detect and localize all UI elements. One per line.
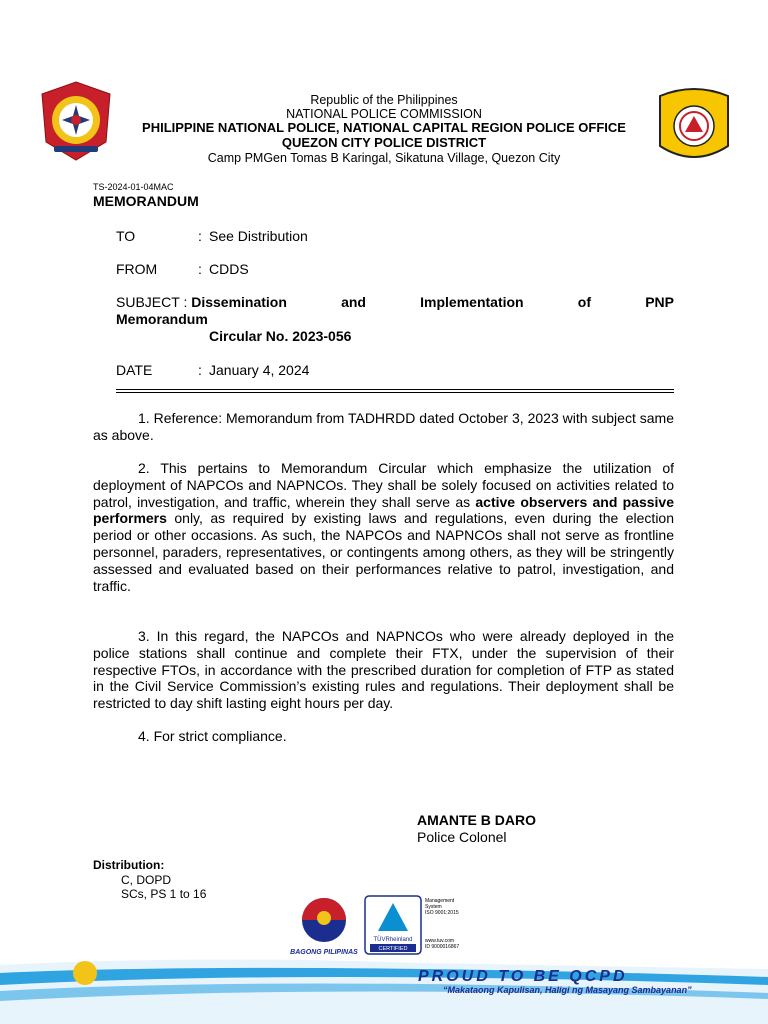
tuv-info-2: System	[425, 904, 442, 910]
tuv-info-3: ISO 9001:2015	[425, 910, 459, 916]
header-republic: Republic of the Philippines	[310, 93, 458, 107]
from-label: FROM	[116, 261, 158, 277]
paragraph-4-text: 4. For strict compliance.	[138, 728, 287, 744]
header-napolcom: NATIONAL POLICE COMMISSION	[286, 107, 482, 121]
distribution-item: C, DOPD	[121, 873, 172, 887]
subject-word-4: of	[577, 294, 592, 310]
separator-rule-bottom	[116, 392, 674, 393]
subject-word-2: and	[341, 294, 366, 310]
paragraph-1-text: 1. Reference: Memorandum from TADHRDD dated October 3, 2023 with subject same as above.	[93, 410, 674, 443]
to-label: TO	[116, 228, 136, 244]
subject-word-1: Dissemination	[191, 294, 287, 310]
subject-word-5: PNP	[645, 294, 674, 310]
paragraph-1	[93, 410, 674, 444]
subject-label-group	[116, 294, 287, 311]
memorandum-title: MEMORANDUM	[93, 193, 199, 209]
to-value: See Distribution	[209, 228, 308, 244]
bagong-pilipinas-label: BAGONG PILIPINAS	[290, 949, 358, 956]
tuv-id: ID 9000016867	[425, 944, 460, 950]
subject-colon: :	[183, 294, 188, 310]
paragraph-3-text: 3. In this regard, the NAPCOs and NAPNCOs who were already deployed in the police stations shall continue and complete their FTX, under the supervision of their respective FTOs, in accordance with the prescribed duration for completion of FTP as stated in the Civil Service Commission’s existing rules and regulations. Their deployment shall be restricted to day shift lasting eight hours per day.	[93, 628, 674, 712]
tuv-url: www.tuv.com	[425, 938, 455, 944]
header-qcpd: QUEZON CITY POLICE DISTRICT	[281, 135, 487, 150]
subject-word-3: Implementation	[420, 294, 524, 310]
date-colon: :	[198, 362, 202, 378]
subject-label: SUBJECT	[116, 294, 180, 310]
separator-rule-top	[116, 389, 674, 390]
paragraph-2-text-b: only, as required by existing laws and regulations, even during the election period or other occasions. As such, the NAPCOs and NAPNCOs shall not serve as frontline personnel, paraders, representatives, or contingents among others, as they will be stringently assessed and evaluated based on their performances relative to patrol, investigation, and traffic.	[93, 510, 674, 594]
paragraph-2-text-a: 2. This pertains to Memorandum Circular which emphasize the utilization of deployment of NAPCOs and NAPNCOs. They shall be solely focused on activities related to patrol, investigation, and traffic, wherein they shall serve as	[93, 460, 674, 510]
from-colon: :	[198, 261, 202, 277]
tuv-certified: CERTIFIED	[378, 946, 408, 952]
distribution-title: Distribution:	[93, 858, 165, 872]
subject-line-2: Memorandum	[116, 311, 208, 327]
to-colon: :	[198, 228, 202, 244]
paragraph-2	[93, 460, 674, 594]
header-address: Camp PMGen Tomas B Karingal, Sikatuna Village, Quezon City	[207, 151, 561, 165]
footer-slogan: PROUD TO BE QCPD	[418, 968, 628, 985]
distribution-item: SCs, PS 1 to 16	[121, 887, 207, 901]
tuv-certified-logo	[364, 895, 422, 955]
qc-city-hall-emblem	[73, 961, 97, 985]
date-value: January 4, 2024	[209, 362, 310, 378]
date-label: DATE	[116, 362, 153, 378]
subject-row	[116, 294, 674, 311]
reference-number: TS-2024-01-04MAC	[93, 182, 174, 192]
bagong-pilipinas-logo	[288, 892, 360, 958]
footer-motto: “Makataong Kapulisan, Haligi ng Masayang Sambayanan”	[443, 985, 692, 995]
paragraph-3	[93, 628, 674, 712]
tuv-brand: TÜVRheinland	[373, 937, 413, 943]
signatory-name: AMANTE B DARO	[417, 812, 536, 828]
paragraph-4	[93, 728, 674, 745]
signatory-rank: Police Colonel	[417, 829, 507, 845]
from-value: CDDS	[209, 261, 249, 277]
subject-line-3: Circular No. 2023-056	[209, 328, 352, 344]
tuv-info-1: Management	[425, 898, 455, 904]
paragraph-2-emphasis: active observers and passive performers	[93, 493, 674, 527]
header-pnp-ncrpo: PHILIPPINE NATIONAL POLICE, NATIONAL CAPITAL REGION POLICE OFFICE	[142, 120, 626, 135]
qcpd-pride-seal-logo	[652, 86, 736, 168]
